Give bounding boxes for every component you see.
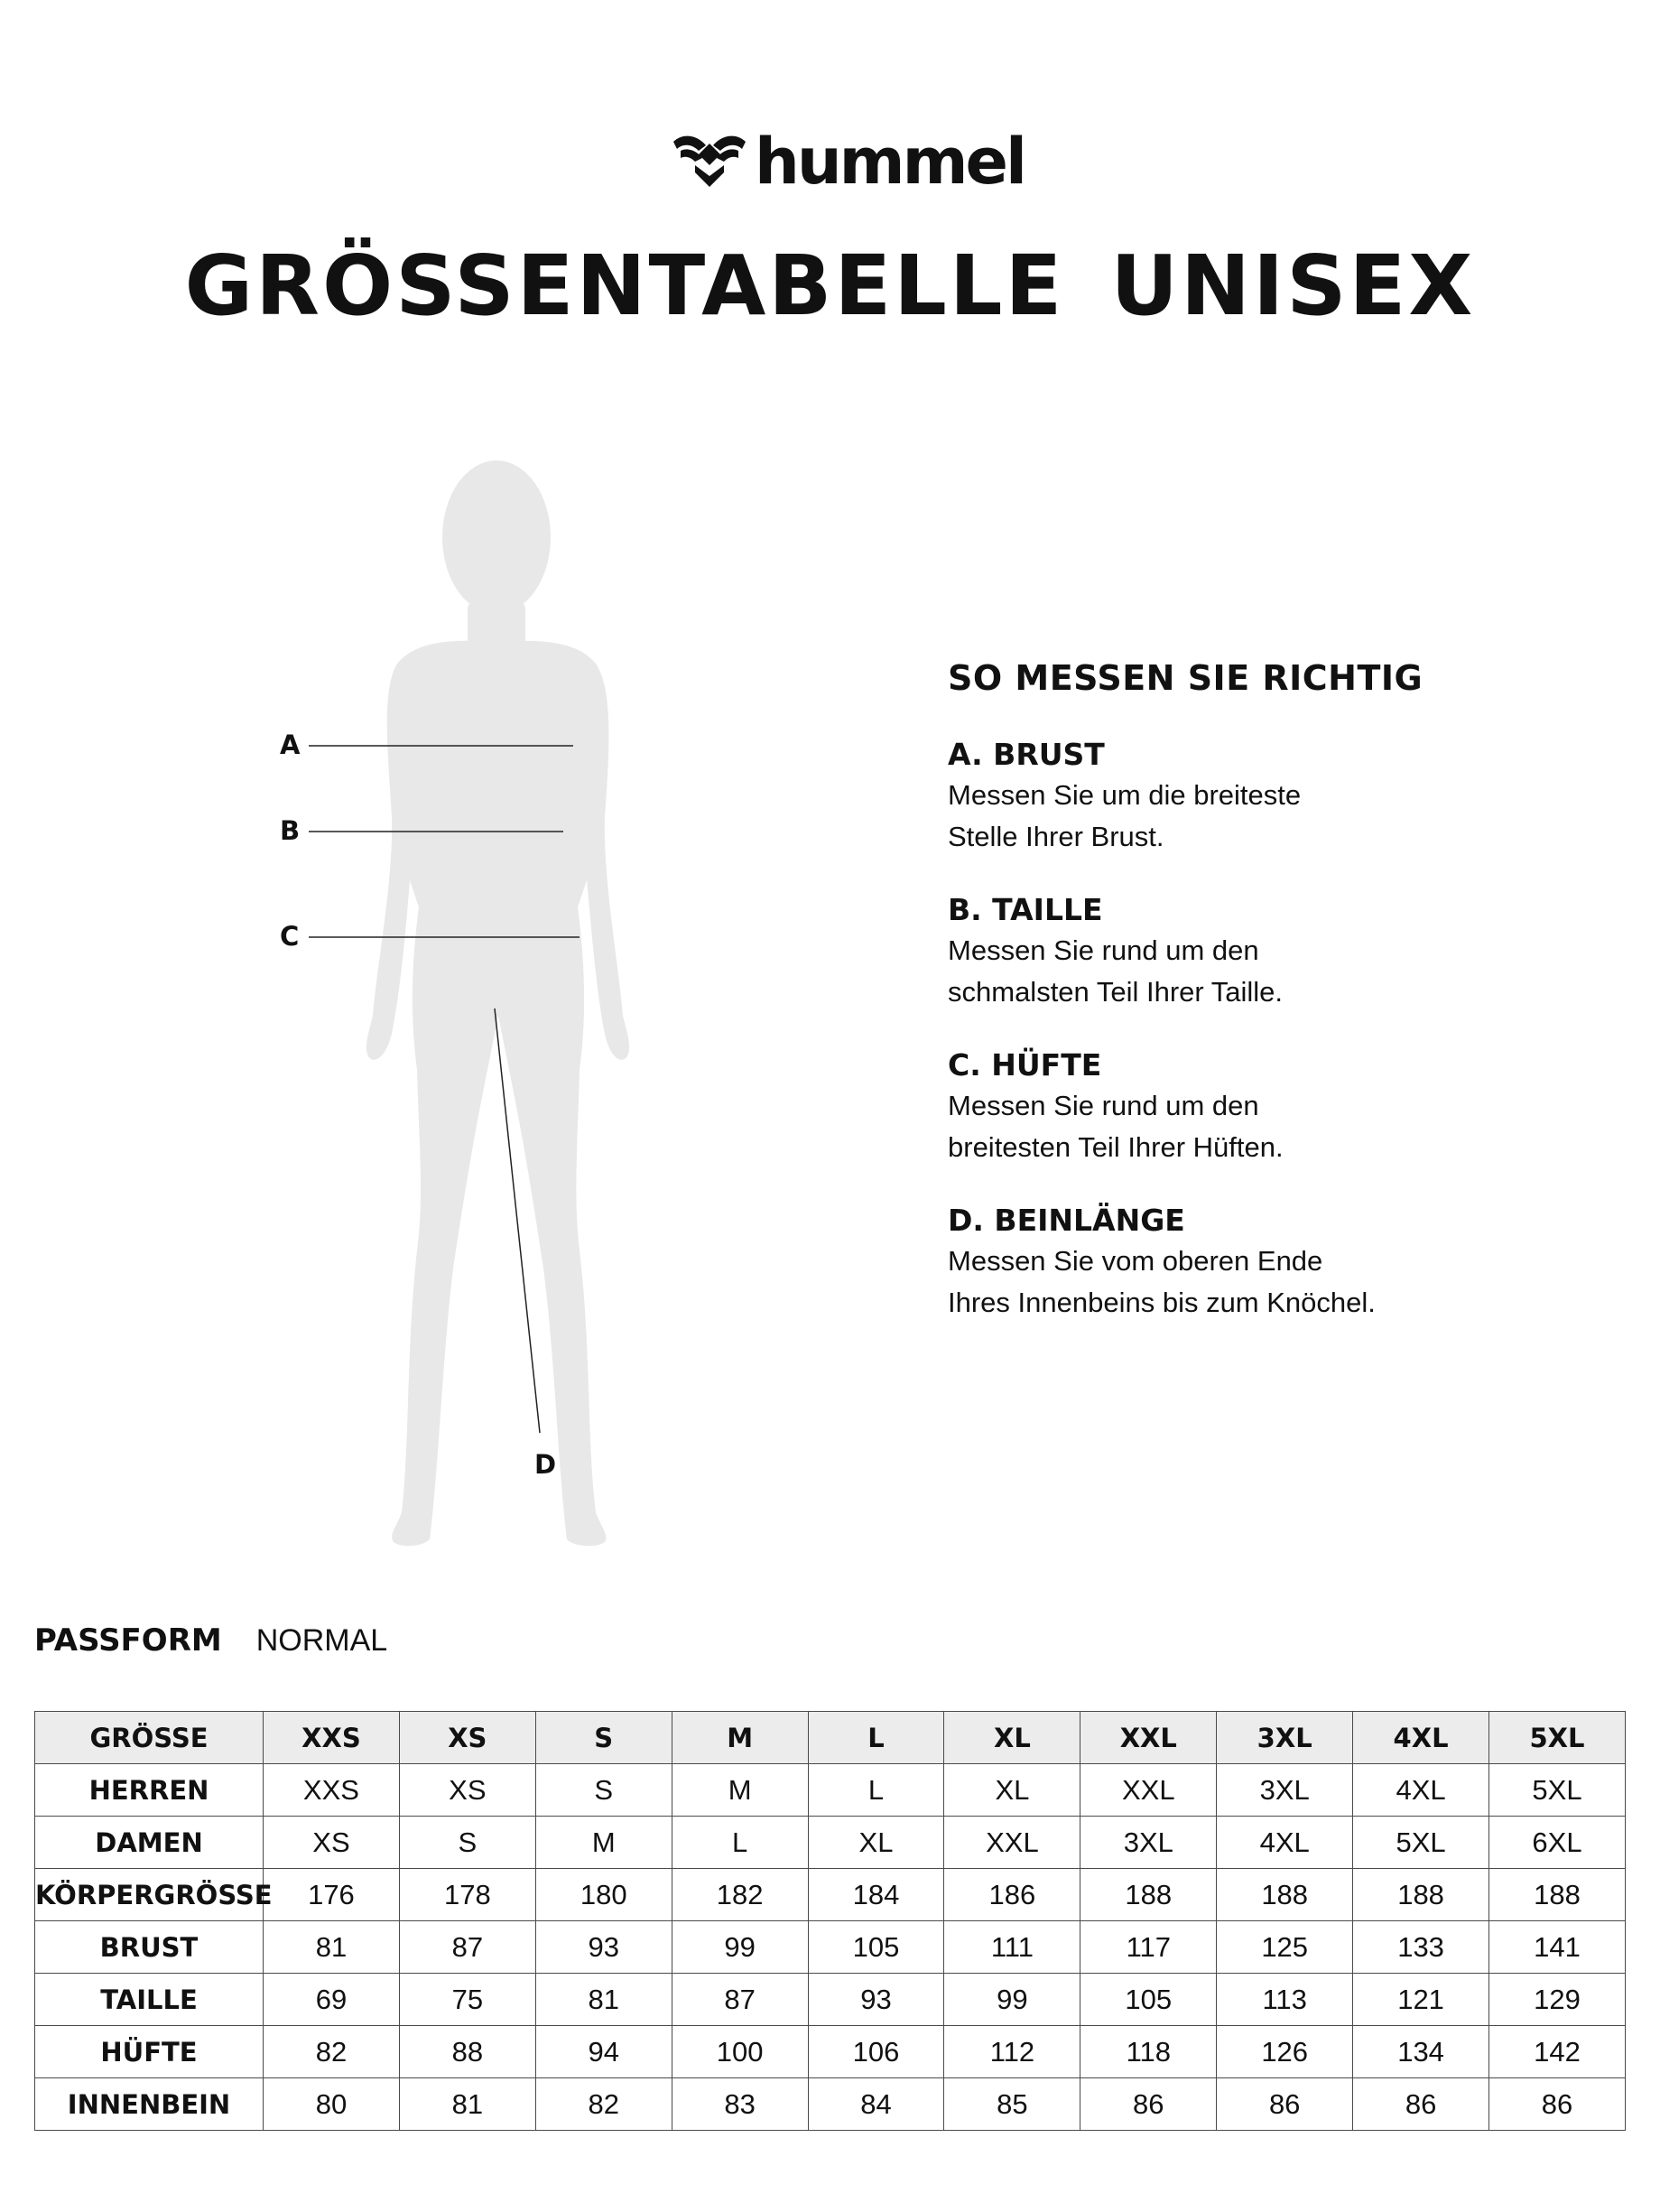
table-cell: 99: [672, 1921, 808, 1974]
header-size-cell: 5XL: [1489, 1712, 1626, 1764]
table-cell: 88: [399, 2026, 535, 2078]
table-cell: 134: [1353, 2026, 1489, 2078]
table-cell: 106: [808, 2026, 944, 2078]
row-label: INNENBEIN: [35, 2078, 264, 2131]
table-cell: XL: [944, 1764, 1080, 1817]
instruction-waist: [948, 890, 1580, 1013]
header-size-cell: XS: [399, 1712, 535, 1764]
fit-label: PASSFORM: [34, 1622, 222, 1659]
header-size-cell: L: [808, 1712, 944, 1764]
table-cell: 188: [1217, 1869, 1353, 1921]
header-size-cell: 3XL: [1217, 1712, 1353, 1764]
table-row: [35, 1764, 1626, 1817]
table-cell: 100: [672, 2026, 808, 2078]
table-cell: 133: [1353, 1921, 1489, 1974]
row-label: BRUST: [35, 1921, 264, 1974]
table-cell: 81: [264, 1921, 400, 1974]
table-cell: 117: [1080, 1921, 1217, 1974]
table-row: [35, 1869, 1626, 1921]
instruction-text: Messen Sie vom oberen Ende: [948, 1245, 1323, 1277]
instruction-head: C. HÜFTE: [948, 1047, 1102, 1083]
table-row: [35, 1921, 1626, 1974]
instruction-text: breitesten Teil Ihrer Hüften.: [948, 1131, 1284, 1163]
table-cell: 105: [1080, 1974, 1217, 2026]
table-cell: 5XL: [1489, 1764, 1626, 1817]
table-row: [35, 1974, 1626, 2026]
table-cell: 82: [535, 2078, 672, 2131]
row-label: HERREN: [35, 1764, 264, 1817]
instruction-text: Messen Sie rund um den: [948, 1090, 1259, 1121]
table-cell: L: [672, 1817, 808, 1869]
table-cell: 180: [535, 1869, 672, 1921]
header-size-cell: S: [535, 1712, 672, 1764]
table-cell: XS: [399, 1764, 535, 1817]
table-cell: 82: [264, 2026, 400, 2078]
measure-label-c: C: [280, 921, 300, 952]
measure-label-d: D: [534, 1449, 557, 1480]
header-size-cell: M: [672, 1712, 808, 1764]
table-cell: 111: [944, 1921, 1080, 1974]
table-cell: 94: [535, 2026, 672, 2078]
row-label: HÜFTE: [35, 2026, 264, 2078]
table-cell: 188: [1080, 1869, 1217, 1921]
instruction-hip: [948, 1046, 1580, 1168]
table-row: [35, 2078, 1626, 2131]
table-cell: 93: [808, 1974, 944, 2026]
header-size-cell: XXL: [1080, 1712, 1217, 1764]
header-size-cell: 4XL: [1353, 1712, 1489, 1764]
table-cell: 3XL: [1080, 1817, 1217, 1869]
table-cell: 86: [1217, 2078, 1353, 2131]
instruction-text: Ihres Innenbeins bis zum Knöchel.: [948, 1287, 1376, 1318]
table-cell: 121: [1353, 1974, 1489, 2026]
table-cell: XXL: [1080, 1764, 1217, 1817]
table-cell: 6XL: [1489, 1817, 1626, 1869]
instruction-head: A. BRUST: [948, 737, 1105, 772]
instruction-chest: [948, 735, 1580, 858]
table-cell: 99: [944, 1974, 1080, 2026]
table-cell: 142: [1489, 2026, 1626, 2078]
instruction-text: Messen Sie um die breiteste: [948, 779, 1302, 811]
table-cell: 126: [1217, 2026, 1353, 2078]
fit-value: NORMAL: [255, 1623, 388, 1658]
table-cell: 4XL: [1217, 1817, 1353, 1869]
table-cell: L: [808, 1764, 944, 1817]
body-silhouette: [262, 456, 659, 1562]
instruction-head: D. BEINLÄNGE: [948, 1203, 1185, 1238]
table-cell: 87: [672, 1974, 808, 2026]
table-cell: 141: [1489, 1921, 1626, 1974]
table-cell: 86: [1353, 2078, 1489, 2131]
fit-info: [34, 1621, 387, 1660]
table-cell: 125: [1217, 1921, 1353, 1974]
table-cell: M: [535, 1817, 672, 1869]
table-cell: 80: [264, 2078, 400, 2131]
table-cell: 86: [1489, 2078, 1626, 2131]
table-cell: 75: [399, 1974, 535, 2026]
table-cell: XXL: [944, 1817, 1080, 1869]
table-row: [35, 2026, 1626, 2078]
page-title: GRÖSSENTABELLE UNISEX: [184, 237, 1476, 334]
table-cell: 112: [944, 2026, 1080, 2078]
table-cell: 83: [672, 2078, 808, 2131]
table-row: [35, 1817, 1626, 1869]
measure-label-a: A: [280, 730, 301, 760]
instruction-head: B. TAILLE: [948, 892, 1103, 927]
table-cell: M: [672, 1764, 808, 1817]
table-cell: 184: [808, 1869, 944, 1921]
table-cell: 5XL: [1353, 1817, 1489, 1869]
table-cell: 3XL: [1217, 1764, 1353, 1817]
table-cell: 69: [264, 1974, 400, 2026]
table-cell: 86: [1080, 2078, 1217, 2131]
table-cell: 81: [535, 1974, 672, 2026]
measure-label-b: B: [280, 815, 301, 846]
header-size-cell: XL: [944, 1712, 1080, 1764]
table-cell: XL: [808, 1817, 944, 1869]
table-cell: 118: [1080, 2026, 1217, 2078]
table-cell: 178: [399, 1869, 535, 1921]
table-cell: S: [399, 1817, 535, 1869]
table-cell: XXS: [264, 1764, 400, 1817]
instruction-text: Messen Sie rund um den: [948, 934, 1259, 966]
table-cell: 87: [399, 1921, 535, 1974]
instruction-text: schmalsten Teil Ihrer Taille.: [948, 976, 1284, 1008]
table-cell: 84: [808, 2078, 944, 2131]
brand-logo: [672, 125, 1025, 199]
body-figure: [262, 456, 659, 1562]
header-size-label: GRÖSSE: [35, 1712, 264, 1764]
table-cell: 4XL: [1353, 1764, 1489, 1817]
table-cell: 186: [944, 1869, 1080, 1921]
table-cell: 176: [264, 1869, 400, 1921]
measuring-instructions: [948, 657, 1580, 1356]
table-cell: 93: [535, 1921, 672, 1974]
table-cell: 129: [1489, 1974, 1626, 2026]
row-label: TAILLE: [35, 1974, 264, 2026]
table-cell: S: [535, 1764, 672, 1817]
table-cell: 188: [1489, 1869, 1626, 1921]
instruction-text: Stelle Ihrer Brust.: [948, 821, 1164, 852]
table-cell: 85: [944, 2078, 1080, 2131]
bee-icon: [672, 131, 747, 191]
logo-wordmark: hummel: [755, 125, 1025, 199]
table-cell: 188: [1353, 1869, 1489, 1921]
table-header-row: [35, 1712, 1626, 1764]
instructions-heading: SO MESSEN SIE RICHTIG: [948, 658, 1424, 698]
size-table: [34, 1711, 1626, 2131]
table-cell: 182: [672, 1869, 808, 1921]
row-label: DAMEN: [35, 1817, 264, 1869]
table-cell: 105: [808, 1921, 944, 1974]
row-label: KÖRPERGRÖSSE: [35, 1869, 264, 1921]
table-cell: 81: [399, 2078, 535, 2131]
table-cell: XS: [264, 1817, 400, 1869]
instruction-inseam: [948, 1201, 1580, 1324]
header-size-cell: XXS: [264, 1712, 400, 1764]
table-cell: 113: [1217, 1974, 1353, 2026]
